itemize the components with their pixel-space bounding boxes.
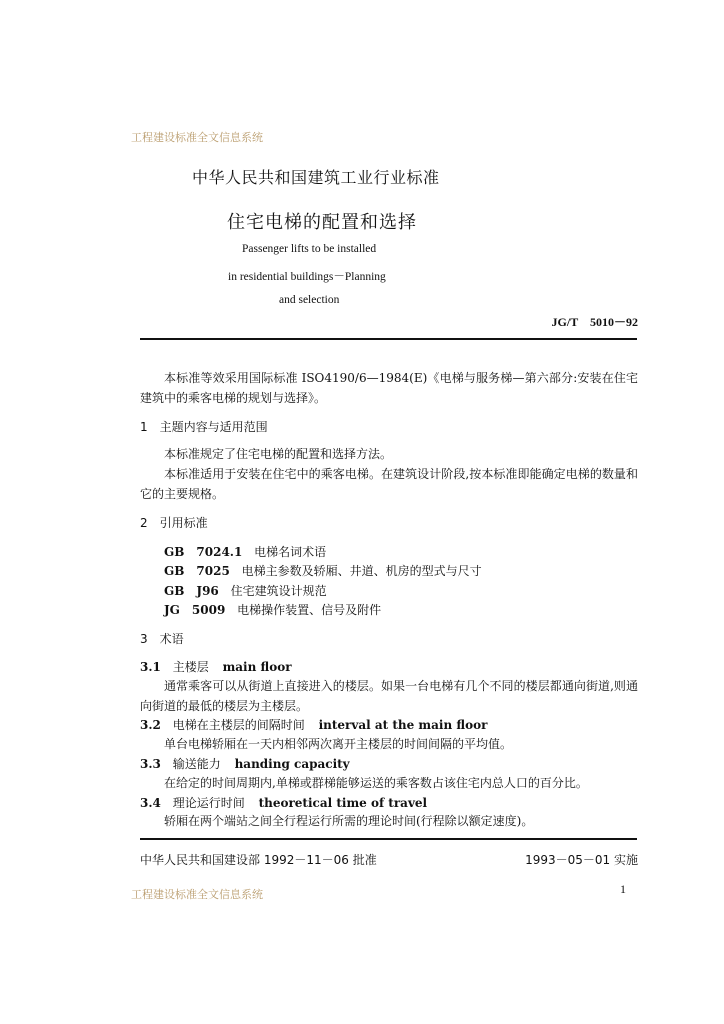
term-cn: 输送能力	[172, 757, 221, 771]
page-number: 1	[620, 882, 626, 896]
reference-item	[164, 562, 482, 579]
term-number: 3.4	[140, 796, 161, 810]
term-cn: 主楼层	[172, 660, 209, 674]
document-title-en-line2: in residential buildings－Planning	[228, 271, 386, 283]
term-en: interval at the main floor	[318, 718, 488, 732]
reference-title: 电梯名词术语	[254, 545, 327, 559]
standard-category-title: 中华人民共和国建筑工业行业标准	[192, 168, 440, 187]
section-2-heading: 2 引用标准	[140, 516, 208, 530]
intro-paragraph: 本标准等效采用国际标准 ISO4190/6—1984(E)《电梯与服务梯—第六部分:安装在住宅建筑中的乘客电梯的规划与选择》。	[140, 371, 638, 405]
term-heading	[140, 716, 487, 733]
term-en: main floor	[222, 660, 292, 674]
document-title-en-line1: Passenger lifts to be installed	[242, 243, 377, 255]
standard-code: JG/T 5010－92	[551, 315, 638, 329]
section-1-paragraph-1: 本标准规定了住宅电梯的配置和选择方法。	[164, 447, 393, 461]
watermark-top: 工程建设标准全文信息系统	[131, 131, 263, 144]
term-number: 3.2	[140, 718, 161, 732]
term-definition: 轿厢在两个端站之间全行程运行所需的理论时间(行程除以额定速度)。	[164, 814, 534, 828]
term-definition: 通常乘客可以从街道上直接进入的楼层。如果一台电梯有几个不同的楼层都通向街道,则通向街道的最低的楼层为主楼层。	[140, 679, 638, 713]
header-divider	[140, 338, 637, 340]
reference-title: 电梯操作装置、信号及附件	[237, 603, 382, 617]
section-1-heading: 1 主题内容与适用范围	[140, 420, 268, 434]
term-definition: 在给定的时间周期内,单梯或群梯能够运送的乘客数占该住宅内总人口的百分比。	[164, 776, 588, 790]
term-cn: 理论运行时间	[172, 796, 245, 810]
term-number: 3.1	[140, 660, 161, 674]
document-title-en-line3: and selection	[279, 294, 340, 306]
term-en: handing capacity	[234, 757, 350, 771]
reference-code: GB J96	[164, 584, 219, 598]
reference-code: JG 5009	[164, 603, 226, 617]
section-3-heading: 3 术语	[140, 632, 184, 646]
reference-title: 电梯主参数及轿厢、井道、机房的型式与尺寸	[241, 564, 482, 578]
document-title-cn: 住宅电梯的配置和选择	[227, 212, 417, 233]
watermark-bottom: 工程建设标准全文信息系统	[131, 888, 263, 901]
reference-title: 住宅建筑设计规范	[230, 584, 327, 598]
reference-code: GB 7025	[164, 564, 230, 578]
effective-date: 1993－05－01 实施	[525, 853, 638, 867]
footer-divider	[140, 838, 637, 840]
reference-item	[164, 582, 327, 599]
term-number: 3.3	[140, 757, 161, 771]
term-cn: 电梯在主楼层的间隔时间	[172, 718, 305, 732]
reference-item	[164, 543, 326, 560]
term-heading	[140, 658, 292, 675]
term-heading	[140, 794, 427, 811]
approval-date: 中华人民共和国建设部 1992－11－06 批准	[140, 853, 377, 867]
term-heading	[140, 755, 350, 772]
reference-code: GB 7024.1	[164, 545, 243, 559]
reference-item	[164, 601, 381, 618]
term-en: theoretical time of travel	[258, 796, 428, 810]
term-definition: 单台电梯轿厢在一天内相邻两次离开主楼层的时间间隔的平均值。	[164, 737, 513, 751]
section-1-paragraph-2: 本标准适用于安装在住宅中的乘客电梯。在建筑设计阶段,按本标准即能确定电梯的数量和它的主要规格。	[140, 467, 638, 501]
